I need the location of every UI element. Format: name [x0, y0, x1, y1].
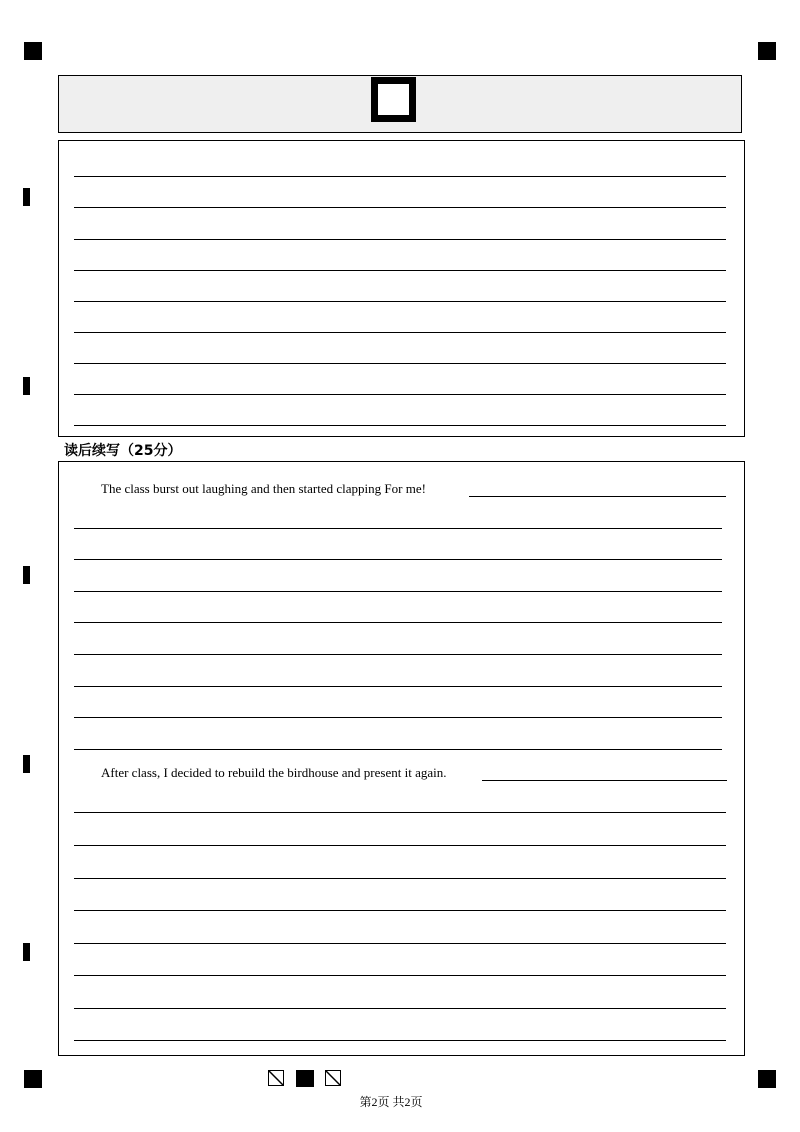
- writing-line: [74, 749, 722, 750]
- paragraph-1-prompt: The class burst out laughing and then started clapping For me!: [101, 481, 426, 496]
- writing-line: [74, 270, 726, 271]
- writing-line: [74, 975, 726, 976]
- writing-line: [74, 301, 726, 302]
- answer-box-continuation[interactable]: [58, 461, 745, 1056]
- timing-mark: [23, 377, 30, 395]
- registration-mark-top-right: [758, 42, 776, 60]
- writing-line: [74, 207, 726, 208]
- timing-mark: [23, 566, 30, 584]
- header-band: [58, 75, 742, 133]
- writing-line: [74, 559, 722, 560]
- writing-line: [74, 845, 726, 846]
- writing-line: [74, 717, 722, 718]
- writing-line: [74, 363, 726, 364]
- writing-line: [74, 176, 726, 177]
- writing-line: [74, 591, 722, 592]
- timing-mark: [23, 755, 30, 773]
- writing-line: [74, 622, 722, 623]
- timing-mark: [23, 943, 30, 961]
- answer-box-previous[interactable]: [58, 140, 745, 437]
- registration-mark-bottom-left: [24, 1070, 42, 1088]
- writing-line: [74, 394, 726, 395]
- writing-line: [74, 943, 726, 944]
- writing-line: [74, 654, 722, 655]
- writing-line: [482, 780, 727, 781]
- writing-line: [469, 496, 726, 497]
- section-title: 读后续写（25分）: [64, 443, 182, 459]
- page-code-hatched-icon: [268, 1070, 284, 1086]
- registration-mark-top-left: [24, 42, 42, 60]
- writing-line: [74, 910, 726, 911]
- registration-mark-bottom-right: [758, 1070, 776, 1088]
- writing-line: [74, 528, 722, 529]
- header-square-mark: [371, 77, 416, 122]
- timing-mark: [23, 188, 30, 206]
- writing-line: [74, 1008, 726, 1009]
- writing-line: [74, 1040, 726, 1041]
- writing-line: [74, 686, 722, 687]
- writing-line: [74, 332, 726, 333]
- writing-line: [74, 878, 726, 879]
- page-code-hatched-icon: [325, 1070, 341, 1086]
- writing-line: [74, 812, 726, 813]
- writing-line: [74, 239, 726, 240]
- page-code-filled-icon: [296, 1070, 314, 1087]
- paragraph-2-prompt: After class, I decided to rebuild the birdhouse and present it again.: [101, 765, 447, 780]
- writing-line: [74, 425, 726, 426]
- page-number: 第2页 共2页: [359, 1095, 423, 1109]
